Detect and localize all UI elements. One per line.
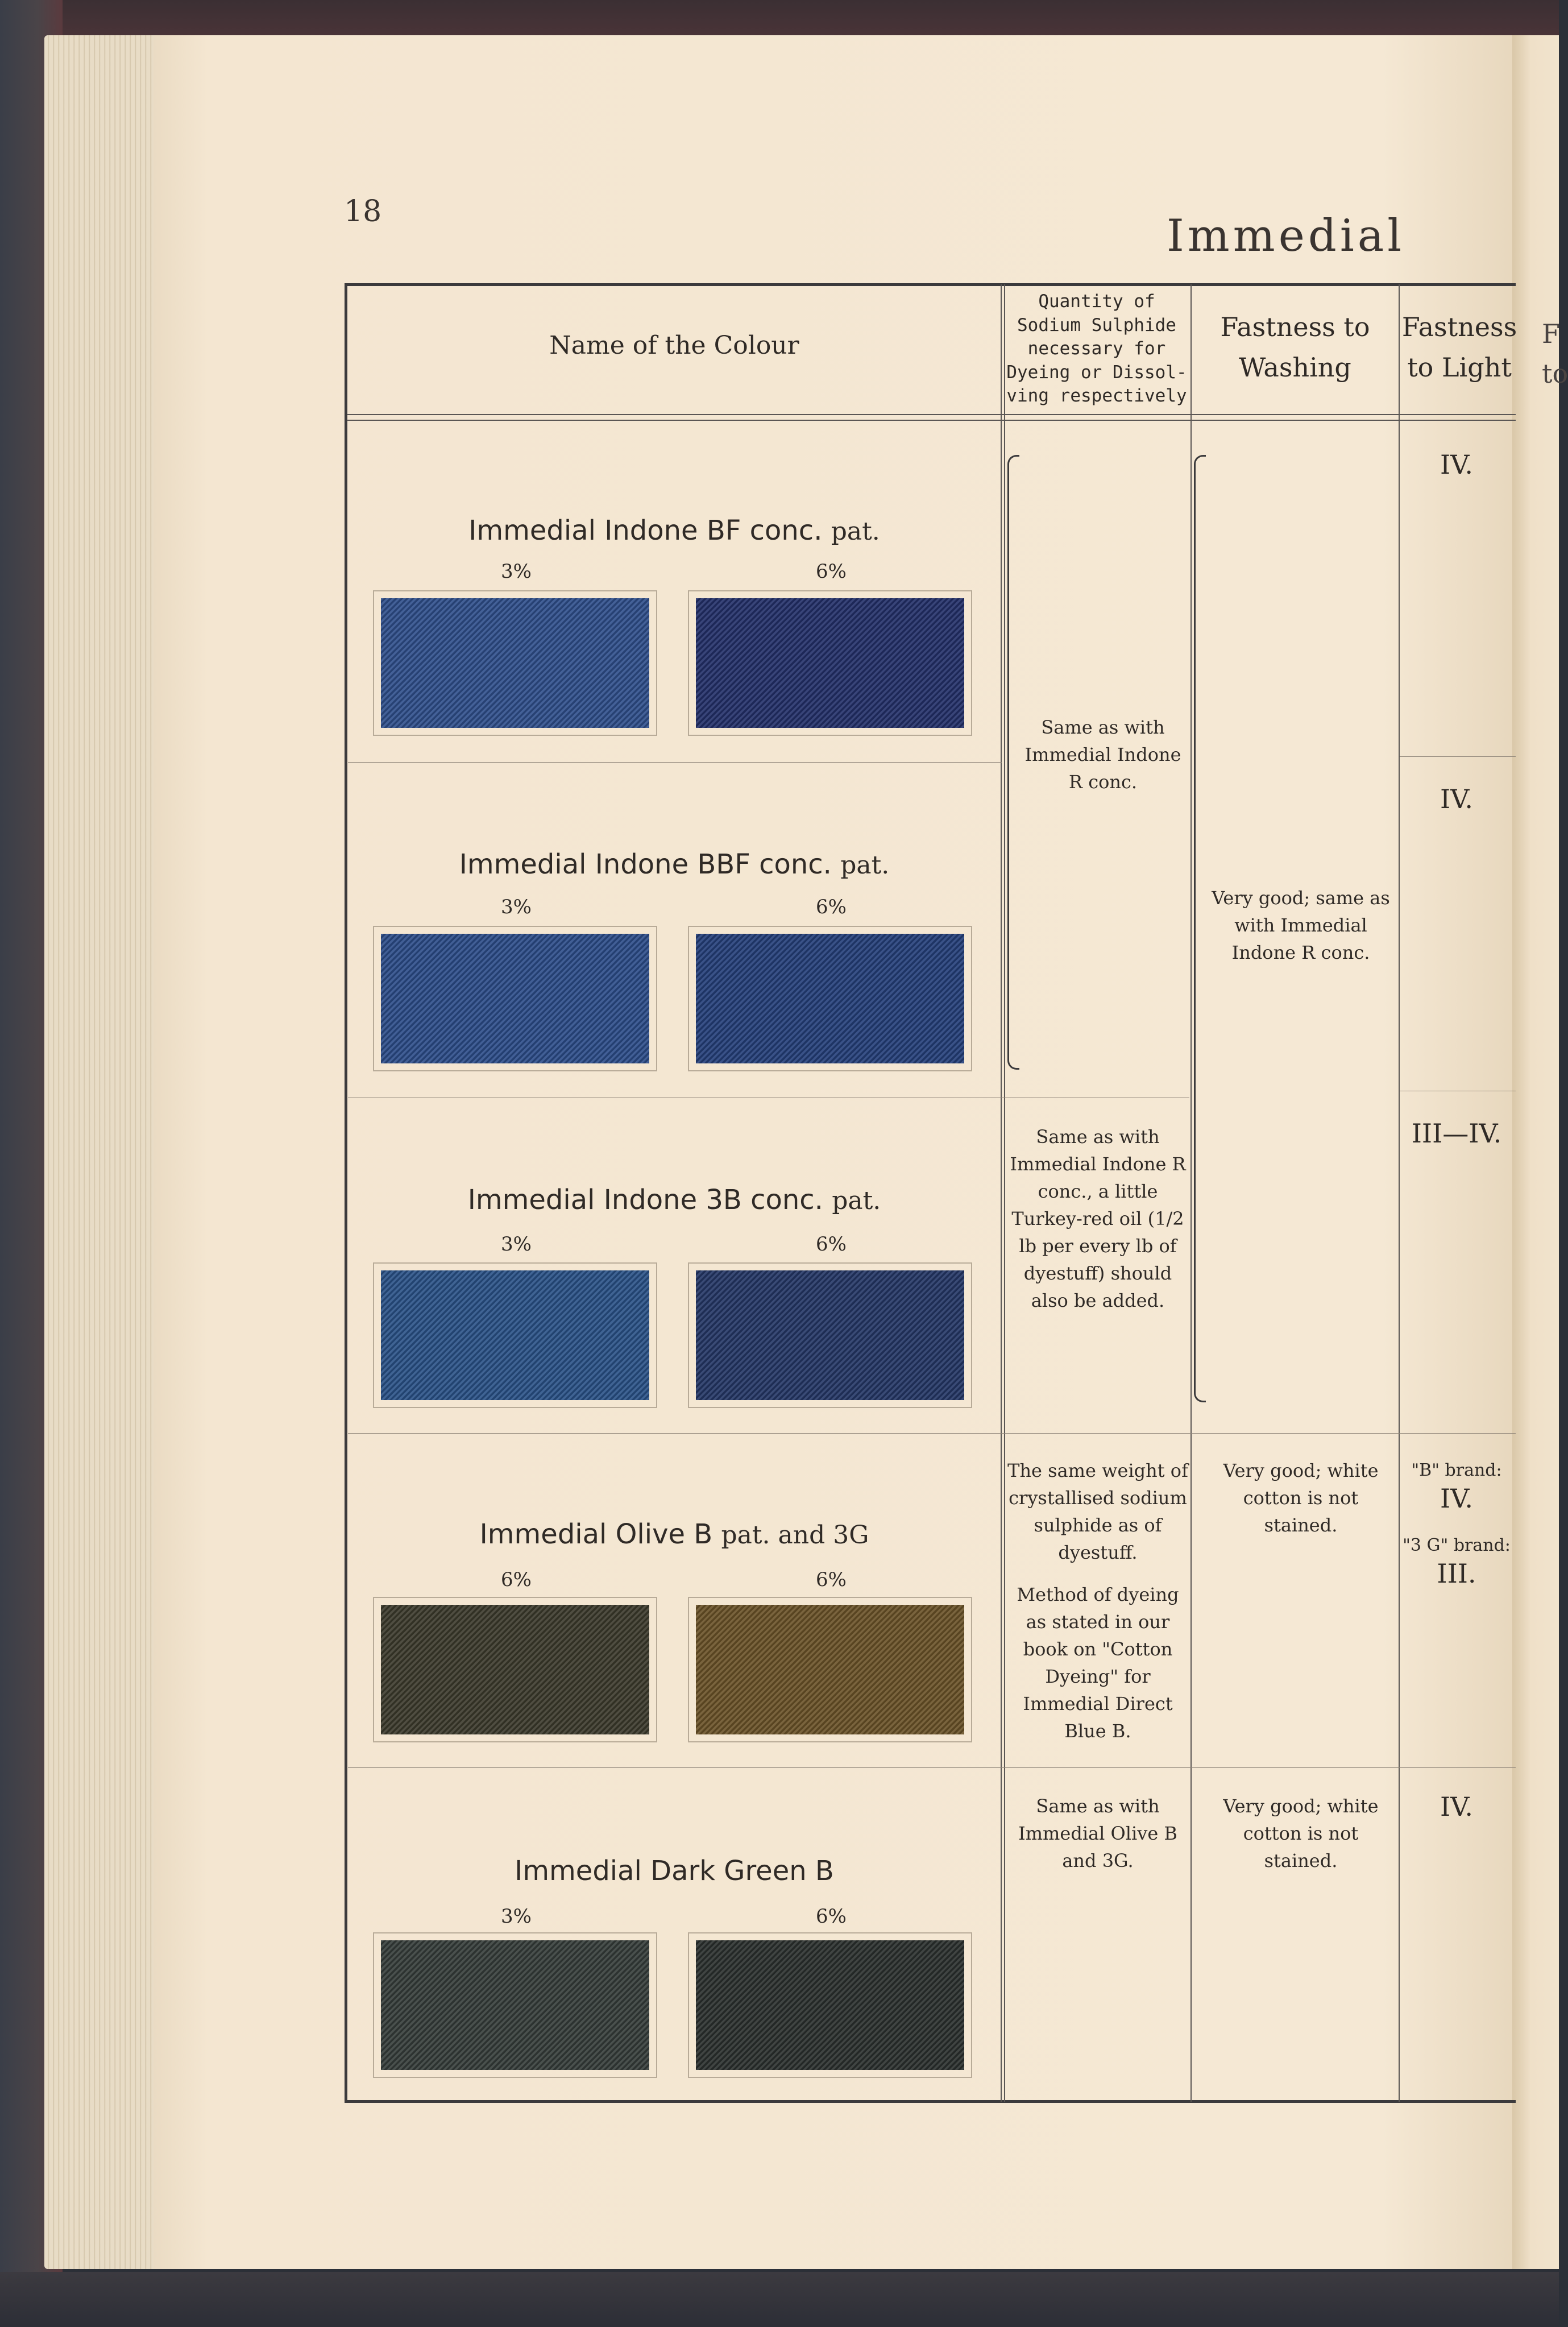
percent-label: 3% [501,560,532,583]
quantity-row-3: Same as with Immedial Indone R conc., a little Turkey-red oil (1/2 lb per every lb of dyestuff) should also be added. [1010,1126,1186,1311]
header-light: Fastness to Light [1401,312,1517,383]
book-cover-bottom [0,2272,1559,2327]
fabric-swatch [381,934,649,1063]
light-fastness-3g: III. [1437,1558,1476,1589]
colour-name-row-3: Immedial Indone 3B conc. pat. [467,1184,881,1216]
row-divider [1400,756,1516,757]
fabric-swatch-frame [373,926,657,1071]
column-divider [1001,284,1002,2102]
washing-row-5: Very good; white cotton is not stained. [1223,1795,1379,1871]
fabric-swatch-frame [373,1262,657,1408]
light-fastness-b-label: "B" brand: [1411,1460,1502,1480]
header-divider [347,414,1516,421]
fabric-swatch [696,598,964,728]
quantity-group-1: Same as with Immedial Indone R conc. [1024,717,1181,793]
header-colour-name: Name of the Colour [549,331,799,360]
fabric-swatch-frame [688,590,972,736]
column-divider [1190,284,1192,2102]
fabric-swatch [381,1940,649,2070]
fabric-swatch-frame [688,1932,972,2078]
percent-label: 6% [816,1905,847,1928]
page-heading: Immedial [1167,210,1405,262]
percent-label: 3% [501,1233,532,1256]
washing-group-1: Very good; same as with Immedial Indone R conc. [1212,887,1390,963]
next-page-fragment: to [1542,358,1568,389]
colour-name-row-5: Immedial Dark Green B [515,1855,834,1887]
fabric-swatch-frame [373,590,657,736]
fabric-swatch [381,598,649,728]
light-fastness-3g-label: "3 G" brand: [1403,1535,1511,1555]
row-divider [348,762,1002,763]
percent-label: 3% [501,1905,532,1928]
fabric-swatch [696,1605,964,1734]
light-fastness-row-2: IV. [1440,784,1473,814]
percent-label: 6% [816,896,847,918]
page-number: 18 [344,194,382,229]
fabric-swatch-frame [688,1262,972,1408]
quantity-row-5: Same as with Immedial Olive B and 3G. [1018,1795,1177,1871]
page-edges [44,35,158,2269]
column-divider [1399,284,1400,2102]
fabric-swatch [381,1270,649,1400]
fabric-swatch [696,1270,964,1400]
light-fastness-b: IV. [1440,1483,1473,1514]
row-divider [348,1433,1516,1434]
column-divider [1004,284,1005,2102]
percent-label: 3% [501,896,532,918]
percent-label: 6% [501,1568,532,1591]
fabric-swatch [696,1940,964,2070]
fabric-swatch-frame [373,1597,657,1742]
light-fastness-row-1: IV. [1440,449,1473,480]
washing-row-4: Very good; white cotton is not stained. [1223,1460,1379,1536]
next-page-fragment: F [1542,318,1560,349]
row-divider [348,1767,1516,1768]
light-fastness-row-5: IV. [1440,1791,1473,1822]
book-cover-top [0,0,1559,40]
colour-name-row-4: Immedial Olive B pat. and 3G [479,1518,869,1550]
fabric-swatch-frame [373,1932,657,2078]
quantity-row-4-a: The same weight of crystallised sodium sulphide as of dyestuff. [1007,1460,1188,1563]
fabric-swatch-frame [688,1597,972,1742]
percent-label: 6% [816,1568,847,1591]
header-washing: Fastness to Washing [1220,312,1370,383]
fabric-swatch [696,934,964,1063]
fabric-swatch-frame [688,926,972,1071]
quantity-row-4-b: Method of dyeing as stated in our book on "Cotton Dyeing" for Immedial Direct Blue B. [1017,1584,1179,1742]
colour-name-row-2: Immedial Indone BBF conc. pat. [459,848,890,880]
fabric-swatch [381,1605,649,1734]
header-quantity: Quantity of Sodium Sulphide necessary for Dyeing or Dissol-ving respectively [1006,291,1187,407]
light-fastness-row-3: III—IV. [1411,1118,1502,1149]
percent-label: 6% [816,560,847,583]
percent-label: 6% [816,1233,847,1256]
colour-name-row-1: Immedial Indone BF conc. pat. [468,515,880,546]
